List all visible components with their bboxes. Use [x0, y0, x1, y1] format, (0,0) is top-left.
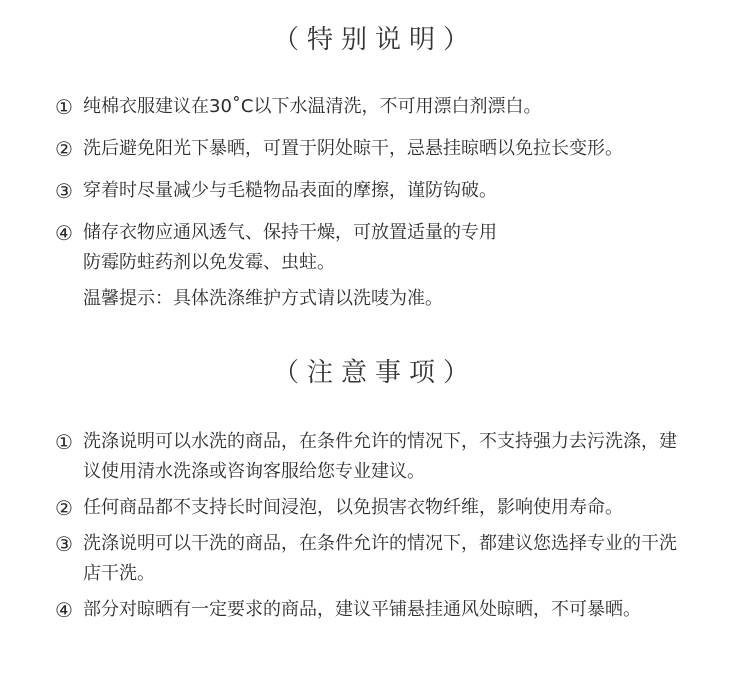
section-title-special-notes: （特别说明） [272, 25, 477, 55]
list-item [55, 595, 735, 625]
item-text: 穿着时尽量减少与毛糙物品表面的摩擦，谨防钩破。 [83, 180, 497, 201]
list-item [55, 134, 735, 164]
item-number: ④ [55, 221, 73, 245]
item-number: ① [55, 95, 73, 119]
item-text: 任何商品都不支持长时间浸泡，以免损害衣物纤维，影响使用寿命。 [83, 497, 623, 518]
care-tip: 温馨提示：具体洗涤维护方式请以洗唛为准。 [83, 288, 443, 309]
list-item [55, 529, 735, 589]
section-title-precautions: （注意事项） [272, 358, 477, 388]
item-text: 洗涤说明可以水洗的商品，在条件允许的情况下，不支持强力去污洗涤，建议使用清水洗涤或咨询客服给您专业建议。 [83, 431, 677, 482]
item-number: ② [55, 137, 73, 161]
list-item [55, 218, 735, 278]
list-item [55, 427, 735, 487]
item-text: 部分对晾晒有一定要求的商品，建议平铺悬挂通风处晾晒，不可暴晒。 [83, 599, 641, 620]
list-item [55, 92, 735, 122]
special-notes-list [55, 92, 735, 314]
item-text: 洗后避免阳光下暴晒，可置于阴处晾干，忌悬挂晾晒以免拉长变形。 [83, 138, 623, 159]
item-number: ③ [55, 532, 73, 556]
precautions-list [55, 427, 735, 631]
item-text: 洗涤说明可以干洗的商品，在条件允许的情况下，都建议您选择专业的干洗店干洗。 [83, 533, 677, 584]
list-item [55, 176, 735, 206]
item-number: ② [55, 496, 73, 520]
item-text: 纯棉衣服建议在30˚C以下水温清洗，不可用漂白剂漂白。 [83, 96, 542, 117]
item-number: ① [55, 430, 73, 454]
list-item [55, 493, 735, 523]
item-number: ③ [55, 179, 73, 203]
item-text: 储存衣物应通风透气、保持干燥，可放置适量的专用防霉防蛀药剂以免发霉、虫蛀。 [83, 222, 497, 273]
item-number: ④ [55, 598, 73, 622]
